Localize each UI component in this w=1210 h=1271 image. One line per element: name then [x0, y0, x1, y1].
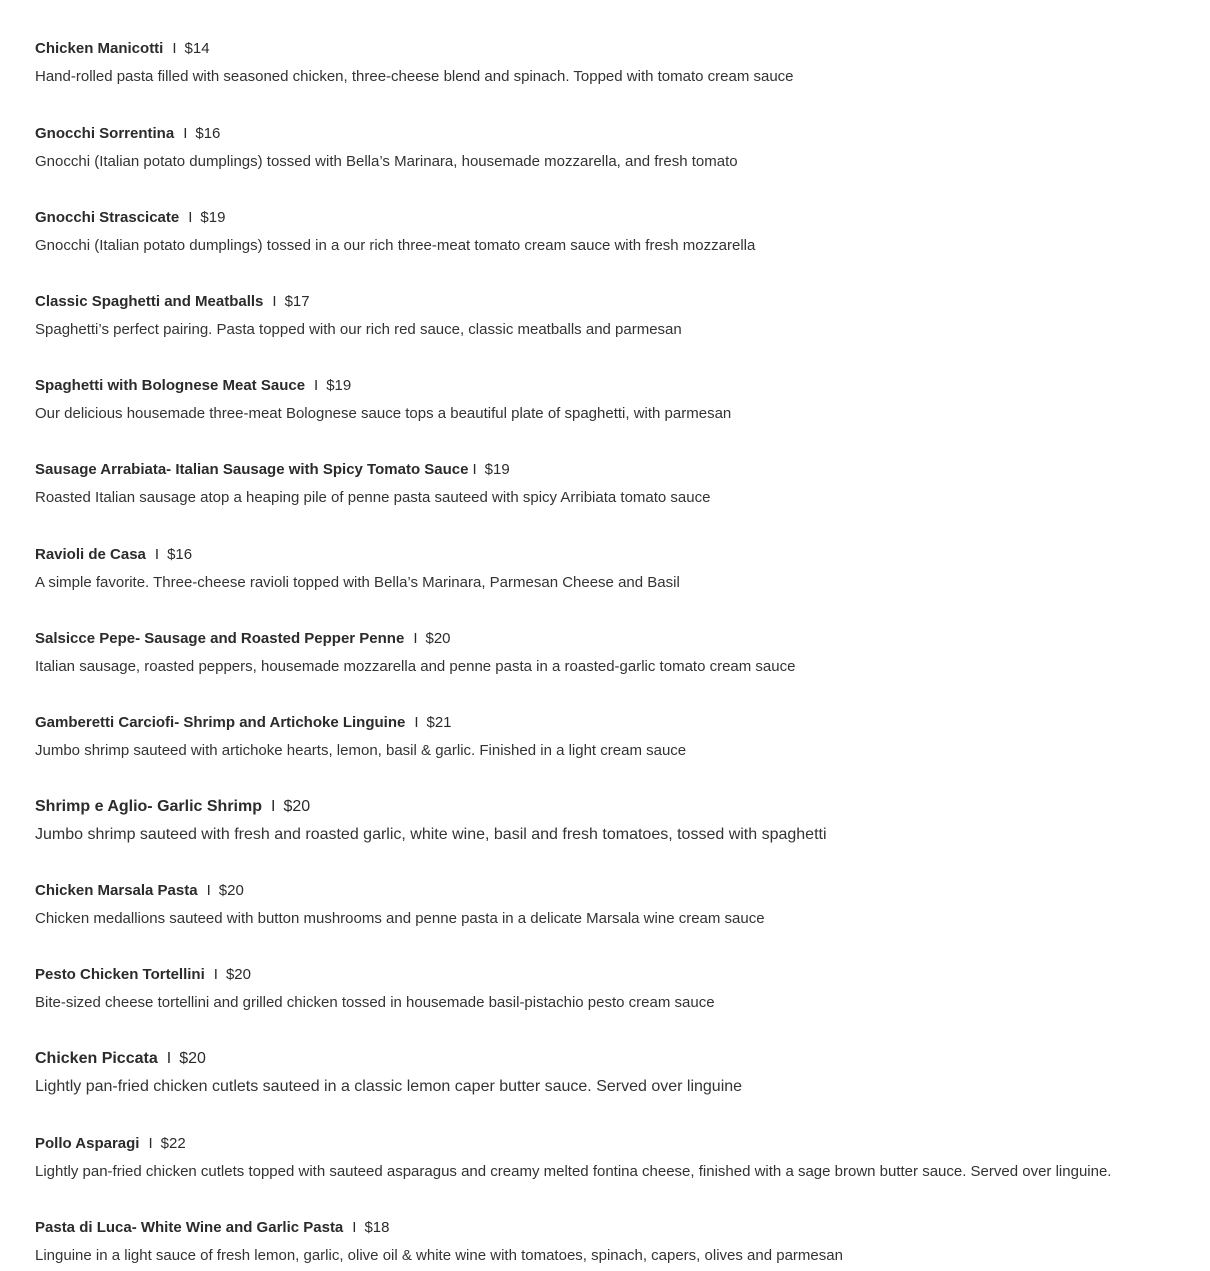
- menu-item-title: [35, 208, 1195, 228]
- menu-item-price: $18: [364, 1219, 390, 1236]
- menu-item-description: Lightly pan-fried chicken cutlets sauteed in a classic lemon caper butter sauce. Served over linguine: [35, 1078, 743, 1095]
- menu-item: [35, 460, 1195, 506]
- separator: I: [172, 40, 177, 57]
- separator: I: [314, 377, 319, 394]
- menu-item-price: $20: [218, 882, 244, 899]
- menu-item-title: [35, 545, 1195, 565]
- menu-item-price: $17: [284, 293, 310, 310]
- separator: I: [206, 882, 211, 899]
- menu-item-title: [35, 292, 1195, 312]
- menu-item: [35, 713, 1195, 759]
- separator: I: [183, 125, 188, 142]
- separator: I: [352, 1219, 357, 1236]
- menu-item-description: Roasted Italian sausage atop a heaping pile of penne pasta sauteed with spicy Arribiata tomato sauce: [35, 489, 711, 506]
- menu-item-price: $14: [184, 40, 210, 57]
- menu-item: [35, 1134, 1195, 1180]
- menu-item: [35, 629, 1195, 675]
- menu-item: [35, 965, 1195, 1011]
- menu-item-name: Classic Spaghetti and Meatballs: [35, 293, 264, 310]
- menu-item-title: [35, 965, 1195, 985]
- menu-item-price: $19: [484, 461, 510, 478]
- menu-item-name: Gnocchi Strascicate: [35, 209, 180, 226]
- menu-item-name: Shrimp e Aglio- Garlic Shrimp: [35, 798, 262, 815]
- menu-item-price: $22: [160, 1135, 186, 1152]
- menu-item-price: $19: [200, 209, 226, 226]
- menu-item-description: Jumbo shrimp sauteed with fresh and roasted garlic, white wine, basil and fresh tomatoes, tossed with spaghetti: [35, 826, 827, 843]
- separator: I: [414, 714, 419, 731]
- menu-item-name: Sausage Arrabiata- Italian Sausage with Spicy Tomato Sauce: [35, 461, 469, 478]
- separator: I: [272, 293, 277, 310]
- menu-item-description: Jumbo shrimp sauteed with artichoke hearts, lemon, basil & garlic. Finished in a light cream sauce: [35, 742, 687, 759]
- menu-item-name: Chicken Piccata: [35, 1050, 158, 1067]
- menu-item-description: Hand-rolled pasta filled with seasoned chicken, three-cheese blend and spinach. Topped with tomato cream sauce: [35, 68, 794, 85]
- menu-item-title: [35, 1134, 1195, 1154]
- menu-item-price: $16: [167, 546, 193, 563]
- menu-item-description: Bite-sized cheese tortellini and grilled chicken tossed in housemade basil-pistachio pesto cream sauce: [35, 994, 715, 1011]
- menu-item-name: Ravioli de Casa: [35, 546, 146, 563]
- menu-item-title: [35, 124, 1195, 144]
- menu-item-price: $20: [425, 630, 451, 647]
- menu-item-name: Salsicce Pepe- Sausage and Roasted Pepper Penne: [35, 630, 405, 647]
- menu-item: [35, 124, 1195, 170]
- menu-item-description: A simple favorite. Three-cheese ravioli topped with Bella’s Marinara, Parmesan Cheese and Basil: [35, 574, 680, 591]
- menu-item-price: $16: [195, 125, 221, 142]
- menu-item-name: Pesto Chicken Tortellini: [35, 966, 205, 983]
- menu-item-description: Spaghetti’s perfect pairing. Pasta topped with our rich red sauce, classic meatballs and parmesan: [35, 321, 682, 338]
- menu-item: [35, 208, 1195, 254]
- menu-item-title: [35, 39, 1195, 59]
- menu-item-title: [35, 881, 1195, 901]
- menu-item: [35, 797, 1195, 843]
- menu-item-title: [35, 797, 1195, 817]
- menu-item-name: Gamberetti Carciofi- Shrimp and Artichoke Linguine: [35, 714, 406, 731]
- menu-item-price: $21: [426, 714, 452, 731]
- separator: I: [166, 1050, 172, 1067]
- menu-item-name: Chicken Manicotti: [35, 40, 164, 57]
- menu-item: [35, 1049, 1195, 1095]
- separator: I: [213, 966, 218, 983]
- menu-item-name: Pollo Asparagi: [35, 1135, 140, 1152]
- menu-item-name: Chicken Marsala Pasta: [35, 882, 198, 899]
- menu-item-title: [35, 1049, 1195, 1069]
- menu-item-name: Spaghetti with Bolognese Meat Sauce: [35, 377, 306, 394]
- menu-item-description: Our delicious housemade three-meat Bolognese sauce tops a beautiful plate of spaghetti, with parmesan: [35, 405, 732, 422]
- menu-item-price: $19: [326, 377, 352, 394]
- separator: I: [154, 546, 160, 563]
- separator: I: [148, 1135, 153, 1152]
- separator: I: [413, 630, 418, 647]
- menu-item-name: Gnocchi Sorrentina: [35, 125, 175, 142]
- menu-item-price: $20: [179, 1050, 206, 1067]
- menu-item-title: [35, 713, 1195, 733]
- separator: I: [188, 209, 193, 226]
- menu-item: [35, 376, 1195, 422]
- menu-item-price: $20: [225, 966, 251, 983]
- menu-item-name: Pasta di Luca- White Wine and Garlic Pasta: [35, 1219, 344, 1236]
- menu-item-price: $20: [283, 798, 311, 815]
- menu-item-description: Linguine in a light sauce of fresh lemon, garlic, olive oil & white wine with tomatoes, spinach, capers, olives and parmesan: [35, 1247, 843, 1264]
- menu-item-title: [35, 376, 1195, 396]
- menu-item: [35, 545, 1195, 591]
- menu-item-description: Lightly pan-fried chicken cutlets topped with sauteed asparagus and creamy melted fontina cheese, finished with a sage brown butter sauce. Served over linguine.: [35, 1163, 1112, 1180]
- menu-item-description: Italian sausage, roasted peppers, housemade mozzarella and penne pasta in a roasted-garlic tomato cream sauce: [35, 658, 796, 675]
- menu-item: [35, 1218, 1195, 1264]
- menu-item-title: [35, 629, 1195, 649]
- menu-item-description: Chicken medallions sauteed with button mushrooms and penne pasta in a delicate Marsala wine cream sauce: [35, 910, 765, 927]
- menu-item: [35, 39, 1195, 85]
- menu-item-title: [35, 460, 1195, 480]
- menu-item: [35, 881, 1195, 927]
- menu-item-description: Gnocchi (Italian potato dumplings) tossed in a our rich three-meat tomato cream sauce with fresh mozzarella: [35, 237, 756, 254]
- separator: I: [271, 798, 276, 815]
- menu-item: [35, 292, 1195, 338]
- menu-item-description: Gnocchi (Italian potato dumplings) tossed with Bella’s Marinara, housemade mozzarella, and fresh tomato: [35, 153, 738, 170]
- menu-item-title: [35, 1218, 1195, 1238]
- separator: I: [472, 461, 477, 478]
